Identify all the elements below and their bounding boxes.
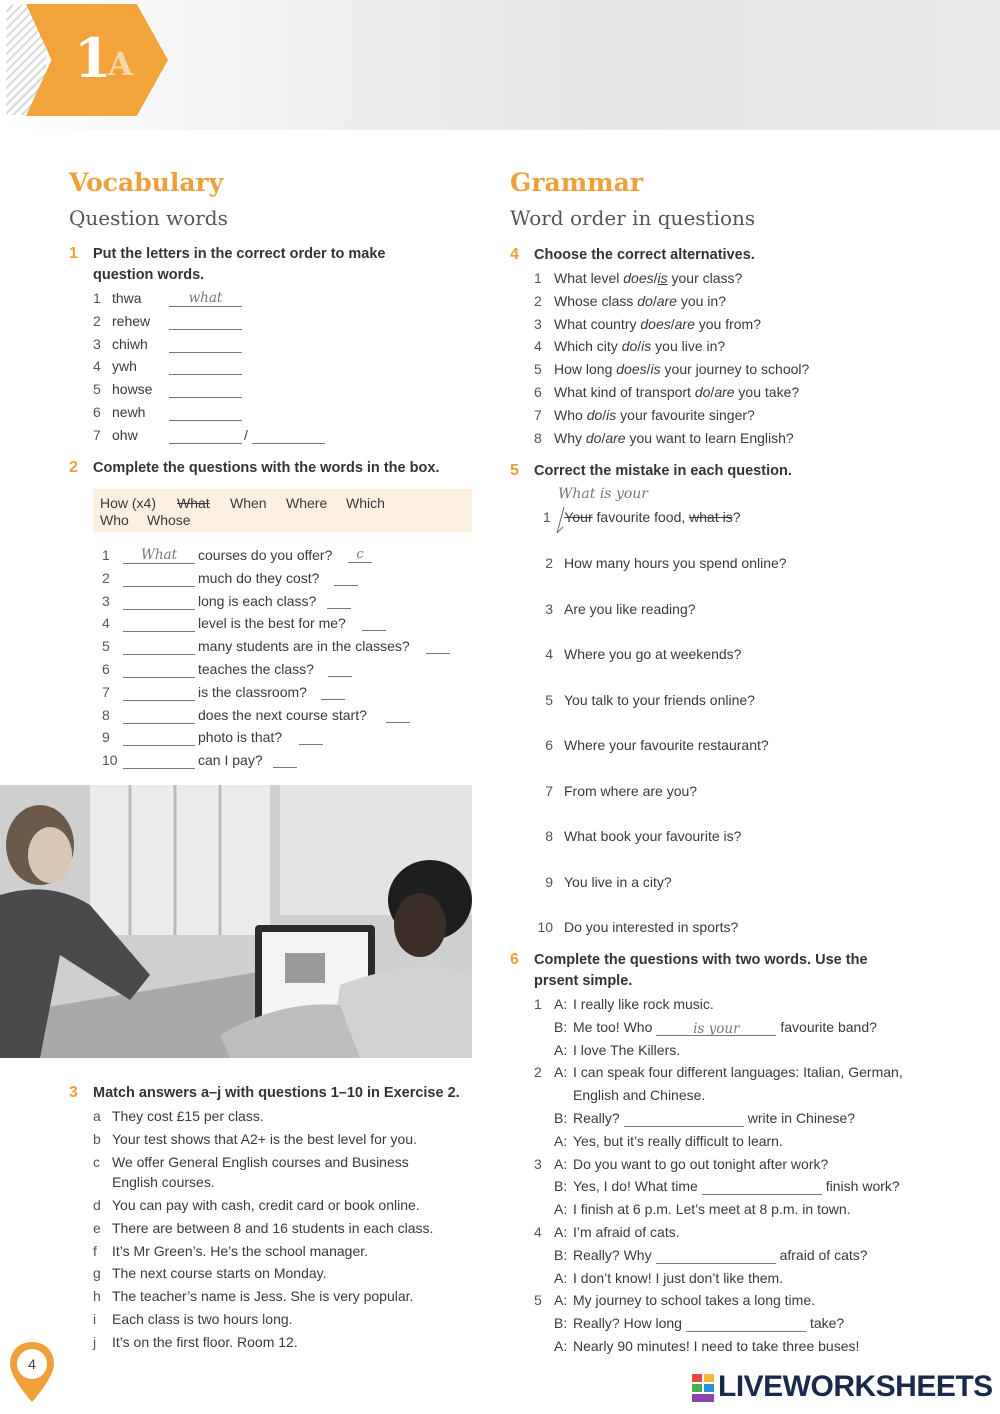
liveworksheets-logo-icon (692, 1374, 714, 1402)
question-post: you take? (734, 384, 800, 400)
item-number: 4 (534, 338, 542, 355)
question-text (554, 360, 809, 378)
option-2[interactable]: are (714, 384, 735, 400)
answer-text: We offer General English courses and Business (112, 1153, 409, 1170)
section-title-vocabulary: Vocabulary (69, 168, 224, 197)
dialogue-line (573, 995, 714, 1013)
option-1[interactable]: do (621, 338, 638, 355)
exercise-2-instruction: Complete the questions with the words in the box. (93, 460, 440, 476)
item-number: 1 (534, 270, 542, 286)
exercise-5-instruction: Correct the mistake in each question. (534, 463, 792, 479)
question-post: your journey to school? (660, 361, 810, 378)
answer-text: What (140, 547, 178, 563)
option-1[interactable]: do (694, 384, 711, 400)
item-number: 9 (102, 729, 110, 746)
item-number: 3 (93, 335, 101, 352)
dialogue-text: My journey to school takes a long time. (573, 1292, 816, 1309)
question-text: Where your favourite restaurant? (564, 737, 769, 753)
item-letter: c (93, 1153, 100, 1170)
question-text: much do they cost? (198, 569, 320, 586)
dialogue-text: I love The Killers. (573, 1041, 681, 1058)
struck-word: what is (689, 509, 733, 525)
speaker-label: A: (554, 1132, 568, 1149)
option-separator: / (710, 384, 715, 400)
option-1[interactable]: do (637, 292, 653, 309)
item-number: 8 (545, 828, 553, 844)
reception-photo-illustration (0, 785, 472, 1058)
match-letter-field[interactable] (327, 594, 351, 609)
item-number: 5 (93, 381, 101, 398)
answer-field[interactable] (686, 1315, 806, 1332)
option-2[interactable]: is (650, 361, 661, 378)
answer-field[interactable] (123, 593, 195, 610)
option-separator: / (601, 429, 606, 446)
answer-field[interactable] (123, 729, 195, 746)
question-pre: Whose class (554, 292, 638, 309)
question-text: What book your favourite is? (564, 828, 742, 844)
option-separator: / (653, 270, 658, 286)
question-text: is the classroom? (198, 683, 307, 700)
page-number-pin (7, 1340, 57, 1404)
item-letter: i (93, 1310, 97, 1327)
question-text: Are you like reading? (564, 600, 696, 617)
question-pre: How long (554, 361, 617, 378)
item-number: 7 (545, 782, 553, 799)
speaker-label: B: (554, 1110, 568, 1126)
item-number: 2 (93, 312, 101, 329)
match-letter-field[interactable] (362, 616, 386, 631)
match-letter-field[interactable] (273, 753, 297, 768)
item-number: 7 (93, 426, 101, 443)
option-1[interactable]: does (623, 270, 654, 286)
dialogue-text-end: afraid of cats? (779, 1246, 868, 1263)
dialogue-text: Really? How long (573, 1315, 682, 1332)
liveworksheets-logo: LIVEWORKSHEETS (718, 1370, 993, 1403)
question-post: your favourite singer? (616, 406, 755, 423)
dialogue-line (573, 1109, 855, 1127)
match-letter-field[interactable] (386, 708, 410, 723)
answer-field[interactable] (123, 684, 195, 701)
answer-text: You can pay with cash, credit card or book online. (112, 1196, 420, 1213)
match-letter: c (356, 547, 364, 562)
answer-field[interactable] (169, 336, 242, 353)
word-box-item: When (230, 495, 267, 511)
question-text: does the next course start? (198, 706, 367, 723)
question-text: Do you interested in sports? (564, 919, 739, 935)
option-separator: / (637, 338, 642, 355)
item-number: 9 (545, 873, 553, 890)
dialogue-text: Nearly 90 minutes! I need to take three buses! (573, 1338, 860, 1354)
speaker-label: A: (554, 1269, 568, 1286)
option-2[interactable]: is (641, 338, 652, 355)
question-post: you in? (676, 292, 726, 309)
speaker-label: A: (554, 1201, 568, 1218)
scrambled-word: newh (112, 404, 146, 420)
speaker-label: A: (554, 1338, 568, 1354)
subtitle-word-order: Word order in questions (510, 206, 756, 230)
exercise-1-instruction: Put the letters in the correct order to make (93, 246, 386, 262)
speaker-label: B: (554, 1018, 568, 1035)
item-number: 3 (534, 1155, 542, 1172)
question-text: teaches the class? (198, 661, 314, 677)
exercise-4-number: 4 (510, 246, 519, 263)
answer-text: Each class is two hours long. (112, 1310, 293, 1327)
match-letter-field[interactable] (426, 639, 450, 654)
item-number: 5 (545, 691, 553, 708)
question-pre: What country (554, 315, 641, 332)
item-number: 1 (534, 996, 542, 1012)
item-number: 4 (102, 615, 110, 632)
match-letter-field[interactable] (334, 571, 358, 586)
word-box (93, 489, 472, 532)
scrambled-word: thwa (112, 290, 142, 306)
dialogue-line (573, 1155, 828, 1173)
dialogue-text: Yes, but it’s really difficult to learn. (573, 1132, 783, 1149)
dialogue-text: I really like rock music. (573, 996, 714, 1012)
dialogue-line (573, 1086, 705, 1104)
item-number: 6 (545, 737, 553, 753)
question-pre: Why (554, 429, 586, 446)
item-number: 1 (102, 547, 110, 563)
dialogue-line (573, 1177, 900, 1195)
dialogue-line (573, 1200, 851, 1218)
option-2[interactable]: is (657, 270, 668, 286)
item-number: 1 (93, 290, 101, 306)
dialogue-line (573, 1291, 815, 1309)
dialogue-text: I finish at 6 p.m. Let’s meet at 8 p.m. in town. (573, 1201, 851, 1218)
option-2[interactable]: is (606, 406, 617, 423)
item-number: 3 (545, 600, 553, 617)
word-box-item: Who (100, 512, 129, 528)
word-box-item-used: What (177, 495, 210, 511)
reception-photo (0, 785, 472, 1058)
dialogue-text: I can speak four different languages: Italian, German, (573, 1064, 903, 1081)
exercise-5-number: 5 (510, 462, 519, 479)
answer-field[interactable] (656, 1247, 776, 1264)
question-text: many students are in the classes? (198, 638, 410, 655)
dialogue-text: English and Chinese. (573, 1087, 706, 1104)
item-number: 2 (534, 1064, 542, 1081)
question-text (554, 406, 755, 424)
question-pre: What kind of transport (554, 384, 695, 400)
speaker-label: B: (554, 1315, 568, 1332)
question-text: You live in a city? (564, 873, 672, 890)
dialogue-line (573, 1018, 877, 1036)
item-number: 5 (102, 638, 110, 655)
question-text (554, 383, 799, 401)
question-text (554, 269, 742, 287)
item-number: 8 (534, 429, 542, 446)
question-text (554, 337, 725, 355)
option-1[interactable]: do (586, 406, 603, 423)
unit-letter: A (108, 45, 133, 83)
dialogue-line (573, 1246, 868, 1264)
match-letter-field[interactable] (328, 662, 352, 677)
exercise-3-instruction: Match answers a–j with questions 1–10 in Exercise 2. (93, 1085, 460, 1101)
item-letter: d (93, 1196, 101, 1213)
answer-text: There are between 8 and 16 students in each class. (112, 1219, 434, 1236)
struck-word: Your (564, 509, 593, 525)
question-text: From where are you? (564, 782, 698, 799)
question-text: level is the best for me? (198, 615, 346, 632)
dialogue-line (573, 1132, 783, 1150)
dialogue-text: Really? Why (573, 1246, 652, 1263)
answer-field-second[interactable] (252, 427, 325, 444)
item-number: 3 (102, 592, 110, 609)
answer-field[interactable] (123, 661, 195, 678)
question-text (554, 429, 794, 447)
question-pre: Which city (554, 338, 622, 355)
dialogue-text: Really? (573, 1110, 620, 1126)
item-number: 10 (537, 919, 553, 935)
option-1[interactable]: does (640, 315, 671, 332)
answer-field[interactable] (169, 290, 242, 307)
match-letter-field[interactable] (321, 685, 345, 700)
option-2[interactable]: are (656, 292, 677, 309)
dialogue-line (573, 1063, 903, 1081)
question-post: you from? (694, 315, 761, 332)
page-number: 4 (28, 1356, 36, 1372)
section-title-grammar: Grammar (510, 168, 643, 197)
item-number: 6 (534, 384, 542, 400)
answer-text: English courses. (112, 1174, 215, 1191)
option-separator: / (670, 315, 675, 332)
item-number: 2 (545, 555, 553, 571)
scrambled-word: chiwh (112, 335, 148, 352)
dialogue-line (573, 1041, 680, 1059)
dialogue-text: Do you want to go out tonight after work? (573, 1155, 829, 1172)
dialogue-text-end: favourite band? (780, 1018, 877, 1035)
speaker-label: B: (554, 1178, 568, 1195)
answer-text: They cost £15 per class. (112, 1108, 264, 1124)
item-number: 7 (102, 683, 110, 700)
dialogue-line (573, 1314, 844, 1332)
scrambled-word: ohw (112, 426, 138, 443)
answer-field[interactable] (123, 752, 195, 769)
item-letter: a (93, 1108, 101, 1124)
dialogue-text-end: take? (809, 1315, 845, 1332)
answer-field[interactable] (169, 381, 242, 398)
item-number: 3 (534, 315, 542, 332)
answer-text: The teacher’s name is Jess. She is very popular. (112, 1288, 414, 1305)
question-post: you live in? (651, 338, 726, 355)
scrambled-word: rehew (112, 312, 151, 329)
option-2[interactable]: are (605, 429, 626, 446)
item-number: 10 (102, 752, 118, 769)
item-number: 4 (545, 646, 553, 662)
answer-field[interactable] (169, 313, 242, 330)
word-box-item: Which (346, 495, 385, 511)
question-text: courses do you offer? (198, 547, 333, 563)
exercise-1-number: 1 (69, 245, 78, 262)
item-letter: g (93, 1265, 101, 1282)
question-pre: Who (554, 406, 587, 423)
speaker-label: A: (554, 996, 568, 1012)
exercise-6-instruction: Complete the questions with two words. Use the (534, 952, 868, 968)
speaker-label: A: (554, 1041, 568, 1058)
question-post: your class? (667, 270, 743, 286)
unit-number: 1 (74, 26, 112, 90)
answer-text: It’s Mr Green’s. He’s the school manager. (112, 1242, 369, 1259)
word-box-item: Where (286, 495, 328, 511)
question-text: long is each class? (198, 592, 317, 609)
item-letter: j (93, 1333, 97, 1350)
subtitle-question-words: Question words (69, 206, 228, 230)
answer-field[interactable] (169, 404, 242, 421)
example-text: favourite food, (592, 509, 690, 525)
word-box-item: Whose (147, 512, 191, 528)
answer-field[interactable] (123, 615, 195, 632)
match-letter-field[interactable] (348, 548, 372, 563)
exercise-4-instruction: Choose the correct alternatives. (534, 247, 755, 263)
insertion-mark (554, 505, 568, 535)
answer-field[interactable] (123, 547, 195, 564)
option-separator: / (652, 292, 657, 309)
question-text: How many hours you spend online? (564, 555, 787, 571)
option-1[interactable]: does (616, 361, 647, 378)
question-pre: What level (554, 270, 624, 286)
answer-text: is your (693, 1020, 740, 1037)
item-number: 2 (102, 569, 110, 586)
dialogue-text: Me too! Who (573, 1018, 653, 1035)
answer-field[interactable] (123, 570, 195, 587)
answer-field[interactable] (123, 707, 195, 724)
item-number: 6 (93, 404, 101, 420)
exercise-2-number: 2 (69, 459, 78, 476)
answer-field[interactable] (656, 1019, 776, 1036)
option-1[interactable]: do (585, 429, 602, 446)
exercise-6-instruction-cont: prsent simple. (534, 973, 633, 989)
answer-field[interactable] (169, 358, 242, 375)
dialogue-line (573, 1223, 680, 1241)
answer-field[interactable] (624, 1110, 744, 1127)
dialogue-line (573, 1269, 783, 1287)
item-number: 6 (102, 661, 110, 677)
item-letter: f (93, 1242, 97, 1259)
slash-separator: / (244, 426, 248, 443)
dialogue-text: I don’t know! I just don’t like them. (573, 1269, 784, 1286)
speaker-label: A: (554, 1064, 568, 1081)
speaker-label: A: (554, 1224, 568, 1240)
question-text: can I pay? (198, 752, 263, 769)
question-text: Where you go at weekends? (564, 646, 742, 662)
scrambled-word: ywh (112, 358, 137, 375)
item-number: 5 (534, 1292, 542, 1309)
dialogue-text: Yes, I do! What time (573, 1178, 698, 1195)
item-number: 1 (543, 509, 551, 525)
item-number: 5 (534, 361, 542, 378)
dialogue-text-end: write in Chinese? (747, 1110, 856, 1126)
item-number: 4 (534, 1224, 542, 1240)
item-number: 4 (93, 358, 101, 375)
exercise-5-example (543, 508, 741, 526)
dialogue-text: I’m afraid of cats. (573, 1224, 680, 1240)
item-number: 8 (102, 706, 110, 723)
dialogue-line (573, 1337, 859, 1355)
question-post: you want to learn English? (625, 429, 794, 446)
question-text: photo is that? (198, 729, 283, 746)
question-text: You talk to your friends online? (564, 691, 755, 708)
exercise-6-number: 6 (510, 951, 519, 968)
answer-text: It’s on the first floor. Room 12. (112, 1333, 298, 1350)
question-text (554, 315, 761, 333)
answer-field[interactable] (702, 1178, 822, 1195)
answer-field[interactable] (123, 638, 195, 655)
question-text (554, 292, 726, 310)
word-box-item: How (x4) (100, 495, 157, 511)
item-letter: h (93, 1288, 101, 1305)
item-number: 7 (534, 406, 542, 423)
item-number: 2 (534, 292, 542, 309)
exercise-5-example-correction: What is your (558, 486, 648, 502)
option-separator: / (646, 361, 651, 378)
example-text-end: ? (732, 509, 741, 525)
exercise-3-number: 3 (69, 1084, 78, 1101)
answer-text: The next course starts on Monday. (112, 1265, 327, 1282)
answer-field[interactable] (169, 427, 242, 444)
answer-text: Your test shows that A2+ is the best level for you. (112, 1130, 417, 1147)
item-letter: e (93, 1219, 101, 1236)
speaker-label: A: (554, 1292, 568, 1309)
option-2[interactable]: are (674, 315, 695, 332)
match-letter-field[interactable] (299, 730, 323, 745)
answer-text: what (188, 290, 223, 306)
option-separator: / (602, 406, 607, 423)
scrambled-word: howse (112, 381, 153, 398)
speaker-label: A: (554, 1155, 568, 1172)
exercise-1-instruction-cont: question words. (93, 267, 205, 283)
item-letter: b (93, 1130, 101, 1147)
speaker-label: B: (554, 1246, 568, 1263)
dialogue-text-end: finish work? (825, 1178, 900, 1195)
